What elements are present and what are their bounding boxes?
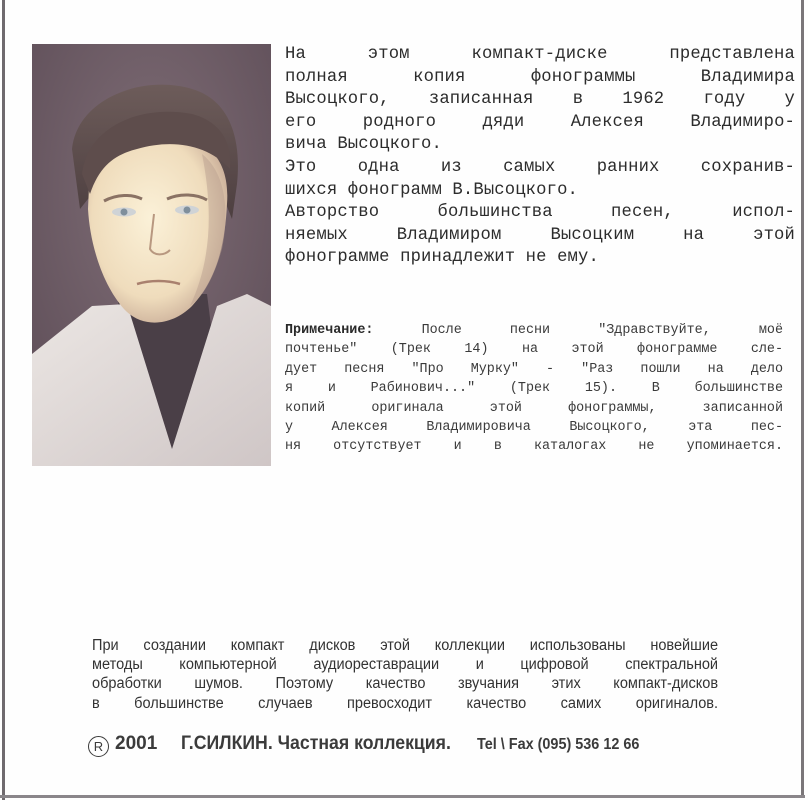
note-line: ня отсутствует и в каталогах не упоминается.	[285, 439, 783, 455]
description-line: Это одна из самых ранних сохранив-	[285, 157, 795, 177]
description-line: фонограмме принадлежит не ему.	[285, 248, 599, 268]
portrait-photo	[32, 44, 271, 466]
contact-phone: Tel \ Fax (095) 536 12 66	[477, 736, 640, 753]
registered-trademark-icon: R	[88, 736, 109, 757]
description-line: Авторство большинства песен, испол-	[285, 203, 795, 223]
copyright-footer	[88, 733, 652, 759]
page-left-edge	[2, 0, 5, 800]
description-line: его родного дяди Алексея Владимиро-	[285, 112, 795, 132]
description-text	[285, 44, 795, 270]
description-line: Высоцкого, записанная в 1962 году у	[285, 90, 795, 110]
description-line: полная копия фонограммы Владимира	[285, 67, 795, 87]
note-label: Примечание:	[285, 323, 374, 338]
collection-owner: Г.СИЛКИН. Частная коллекция.	[181, 733, 452, 754]
restoration-line: При создании компакт дисков этой коллекции использованы новейшие	[92, 637, 719, 654]
copyright-year: 2001	[115, 733, 158, 754]
description-line: вича Высоцкого.	[285, 135, 442, 155]
description-line: шихся фонограмм В.Высоцкого.	[285, 180, 578, 200]
note-line: у Алексея Владимировича Высоцкого, эта пес-	[285, 419, 783, 435]
description-line: няемых Владимиром Высоцким на этой	[285, 225, 795, 245]
note-line: копий оригинала этой фонограммы, записанной	[285, 400, 783, 416]
note-line	[285, 321, 783, 340]
restoration-info	[92, 636, 719, 713]
note-line: почтенье" (Трек 14) на этой фонограмме сле-	[285, 342, 783, 358]
restoration-line: в большинстве случаев превосходит качество самих оригиналов.	[92, 694, 719, 712]
restoration-line: обработки шумов. Поэтому качество звучания этих компакт-дисков	[92, 675, 719, 693]
portrait-illustration	[32, 44, 271, 466]
note-line-text: После песни "Здравствуйте, моё	[373, 323, 783, 338]
description-line: На этом компакт-диске представлена	[285, 45, 795, 64]
restoration-line: методы компьютерной аудиореставрации и цифровой спектральной	[92, 656, 719, 674]
page-right-edge	[801, 0, 804, 798]
note-line: я и Рабинович..." (Трек 15). В большинстве	[285, 381, 783, 397]
note-block	[285, 321, 783, 457]
note-line: дует песня "Про Мурку" - "Раз пошли на дело	[285, 361, 783, 377]
page-bottom-edge	[0, 795, 805, 798]
